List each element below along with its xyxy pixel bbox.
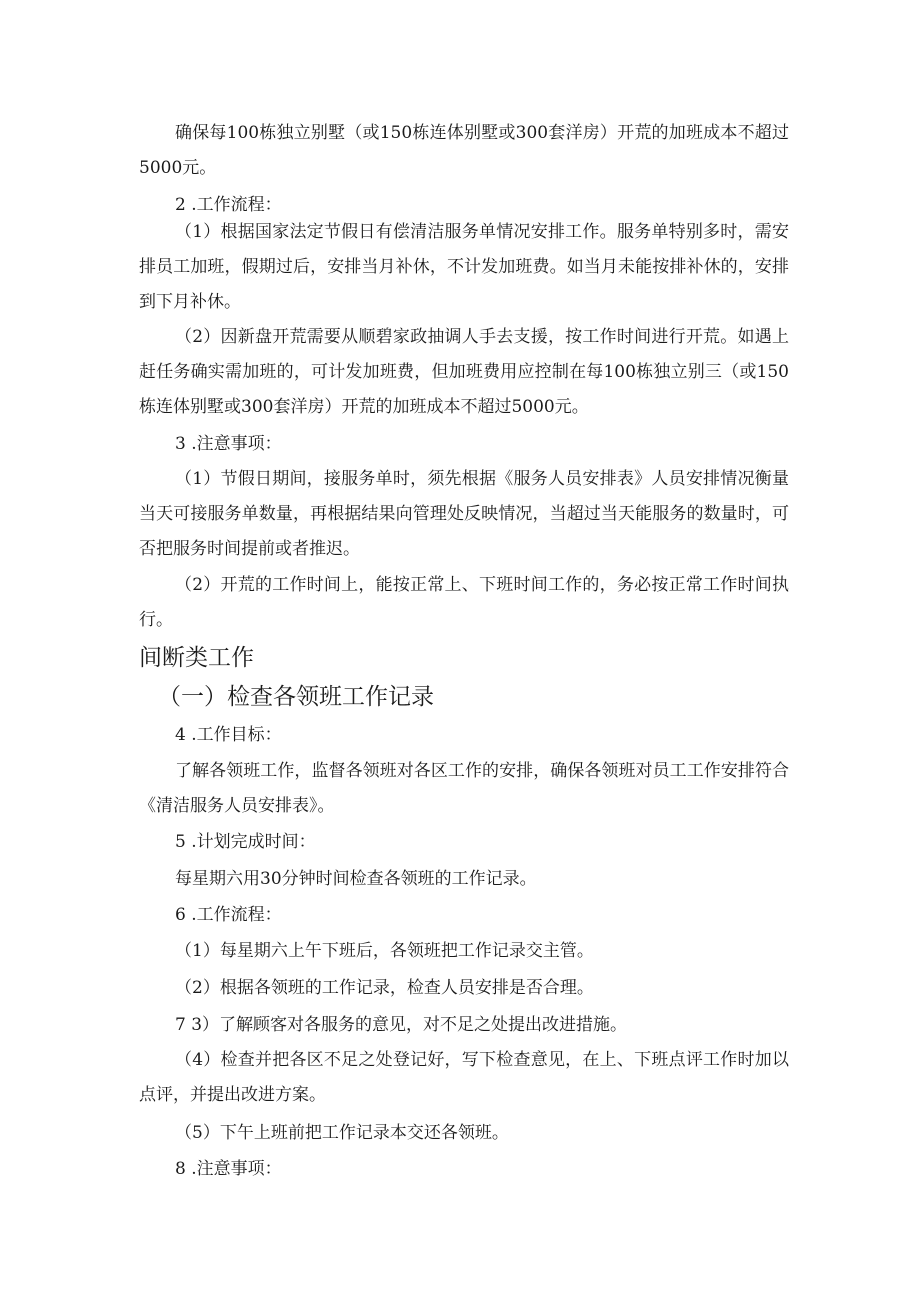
paragraph-workflow-2-2: （2）因新盘开荒需要从顺碧家政抽调人手去支援，按工作时间进行开荒。如遇上赶任务确实需加班的，可计发加班费，但加班费用应控制在每100栋独立别三（或150栋连体别墅或300套洋房）开荒的加班成本不超过5000元。 — [139, 327, 789, 417]
paragraph-workflow-6-3: 7 3）了解顾客对各服务的意见，对不足之处提出改进措施。 — [175, 1015, 628, 1035]
heading-schedule-5: 5 .计划完成时间： — [175, 832, 316, 852]
paragraph-workflow-6-2: （2）根据各领班的工作记录，检查人员安排是否合理。 — [175, 978, 594, 998]
paragraph-workflow-2-1: （1）根据国家法定节假日有偿清洁服务单情况安排工作。服务单特别多时，需安排员工加班，假期过后，安排当月补休，不计发加班费。如当月未能按排补休的，安排到下月补休。 — [139, 222, 789, 312]
paragraph-workflow-6-4: （4）检查并把各区不足之处登记好，写下检查意见，在上、下班点评工作时加以点评，并提出改进方案。 — [139, 1050, 789, 1105]
heading-notes-8: 8 .注意事项： — [175, 1159, 282, 1179]
subsection-title-check-records: （一）检查各领班工作记录 — [158, 684, 434, 710]
paragraph-workflow-6-1: （1）每星期六上午下班后，各领班把工作记录交主管。 — [175, 941, 594, 961]
section-title-intermittent-work: 间断类工作 — [139, 645, 254, 671]
paragraph-workflow-6-5: （5）下午上班前把工作记录本交还各领班。 — [175, 1123, 509, 1143]
paragraph-notes-3-2: （2）开荒的工作时间上，能按正常上、下班时间工作的，务必按正常工作时间执行。 — [139, 575, 789, 630]
heading-notes-3: 3 .注意事项： — [175, 434, 282, 454]
heading-goal-4: 4 .工作目标： — [175, 725, 282, 745]
heading-workflow-6: 6 .工作流程： — [175, 905, 282, 925]
paragraph-overtime-cost: 确保每100栋独立别墅（或150栋连体别墅或300套洋房）开荒的加班成本不超过5000元。 — [139, 123, 789, 178]
paragraph-goal: 了解各领班工作，监督各领班对各区工作的安排，确保各领班对员工工作安排符合《清洁服务人员安排表》。 — [139, 761, 789, 816]
paragraph-notes-3-1: （1）节假日期间，接服务单时，须先根据《服务人员安排表》人员安排情况衡量当天可接服务单数量，再根据结果向管理处反映情况，当超过当天能服务的数量时，可否把服务时间提前或者推迟。 — [139, 469, 789, 559]
paragraph-schedule: 每星期六用30分钟时间检查各领班的工作记录。 — [175, 869, 537, 889]
heading-workflow-2: 2 .工作流程： — [175, 195, 282, 215]
